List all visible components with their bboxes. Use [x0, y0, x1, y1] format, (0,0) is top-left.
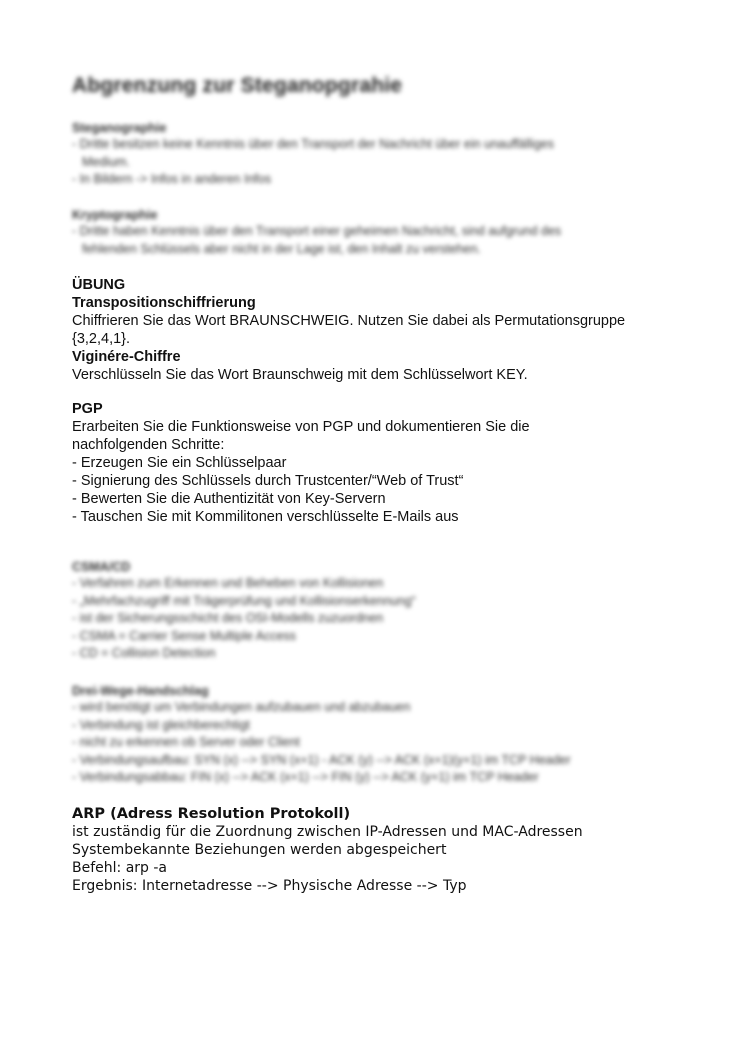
pgp-section: [72, 400, 692, 526]
csmacd-line: - Verfahren zum Erkennen und Beheben von Kollisionen: [72, 576, 384, 590]
steganographie-line: - In Bildern -> Infos in anderen Infos: [72, 172, 272, 186]
pgp-line: nachfolgenden Schritte:: [72, 437, 225, 453]
kryptographie-heading: Kryptographie: [72, 208, 158, 222]
csmacd-line: - ist der Sicherungsschicht des OSI-Modells zuzuordnen: [72, 611, 384, 625]
pgp-heading: PGP: [72, 401, 103, 417]
handschlag-heading: Drei-Wege-Handschlag: [72, 684, 209, 698]
uebung-section: [72, 276, 692, 384]
csmacd-line: - „Mehrfachzugriff mit Trägerprüfung und Kollisionserkennung“: [72, 593, 416, 608]
transposition-line: {3,2,4,1}.: [72, 331, 131, 347]
arp-line: Systembekannte Beziehungen werden abgespeichert: [72, 842, 447, 858]
handschlag-section: [72, 683, 672, 787]
handschlag-line: - Verbindungsaufbau: SYN (x) --> SYN (x+1) - ACK (y) --> ACK (x+1)(y+1) im TCP Header: [72, 752, 571, 767]
steganographie-heading: Steganographie: [72, 121, 167, 135]
kryptographie-line: fehlenden Schlüssels aber nicht in der Lage ist, den Inhalt zu verstehen.: [82, 241, 481, 256]
kryptographie-section: [72, 207, 672, 258]
pgp-line: - Bewerten Sie die Authentizität von Key-Servern: [72, 491, 386, 507]
handschlag-line: - nicht zu erkennen ob Server oder Client: [72, 735, 300, 749]
steganographie-line: Medium.: [82, 154, 130, 169]
handschlag-line: - Verbindung ist gleichberechtigt: [72, 717, 250, 732]
handschlag-line: - Verbindungsabbau: FIN (x) --> ACK (x+1) --> FIN (y) --> ACK (y+1) im TCP Header: [72, 770, 539, 784]
transposition-line: Chiffrieren Sie das Wort BRAUNSCHWEIG. Nutzen Sie dabei als Permutationsgruppe: [72, 313, 626, 329]
steganographie-section: [72, 120, 672, 189]
arp-heading: ARP (Adress Resolution Protokoll): [72, 806, 351, 822]
vigenere-line: Verschlüsseln Sie das Wort Braunschweig mit dem Schlüsselwort KEY.: [72, 367, 528, 383]
pgp-line: - Erzeugen Sie ein Schlüsselpaar: [72, 455, 287, 471]
arp-line: Befehl: arp -a: [72, 860, 167, 876]
kryptographie-line: - Dritte haben Kenntnis über den Transport einer geheimen Nachricht, sind aufgrund des: [72, 224, 562, 238]
csmacd-section: [72, 559, 672, 663]
pgp-line: - Signierung des Schlüssels durch Trustcenter/“Web of Trust“: [72, 473, 464, 489]
uebung-heading: ÜBUNG: [72, 277, 126, 293]
vigenere-heading: Viginére-Chiffre: [72, 349, 181, 365]
pgp-line: Erarbeiten Sie die Funktionsweise von PGP und dokumentieren Sie die: [72, 419, 530, 435]
arp-section: [72, 805, 692, 895]
steganographie-line: - Dritte besitzen keine Kenntnis über den Transport der Nachricht über ein unauffälliges: [72, 137, 554, 151]
csmacd-heading: CSMA/CD: [72, 560, 131, 574]
pgp-line: - Tauschen Sie mit Kommilitonen verschlüsselte E-Mails aus: [72, 509, 459, 525]
arp-line: Ergebnis: Internetadresse --> Physische Adresse --> Typ: [72, 878, 467, 894]
csmacd-line: - CSMA = Carrier Sense Multiple Access: [72, 628, 297, 643]
csmacd-line: - CD = Collision Detection: [72, 646, 216, 660]
page-title: Abgrenzung zur Steganopgrahie: [72, 74, 403, 97]
arp-line: ist zuständig für die Zuordnung zwischen IP-Adressen und MAC-Adressen: [72, 824, 583, 840]
transposition-heading: Transpositionschiffrierung: [72, 295, 256, 311]
handschlag-line: - wird benötigt um Verbindungen aufzubauen und abzubauen: [72, 700, 411, 714]
